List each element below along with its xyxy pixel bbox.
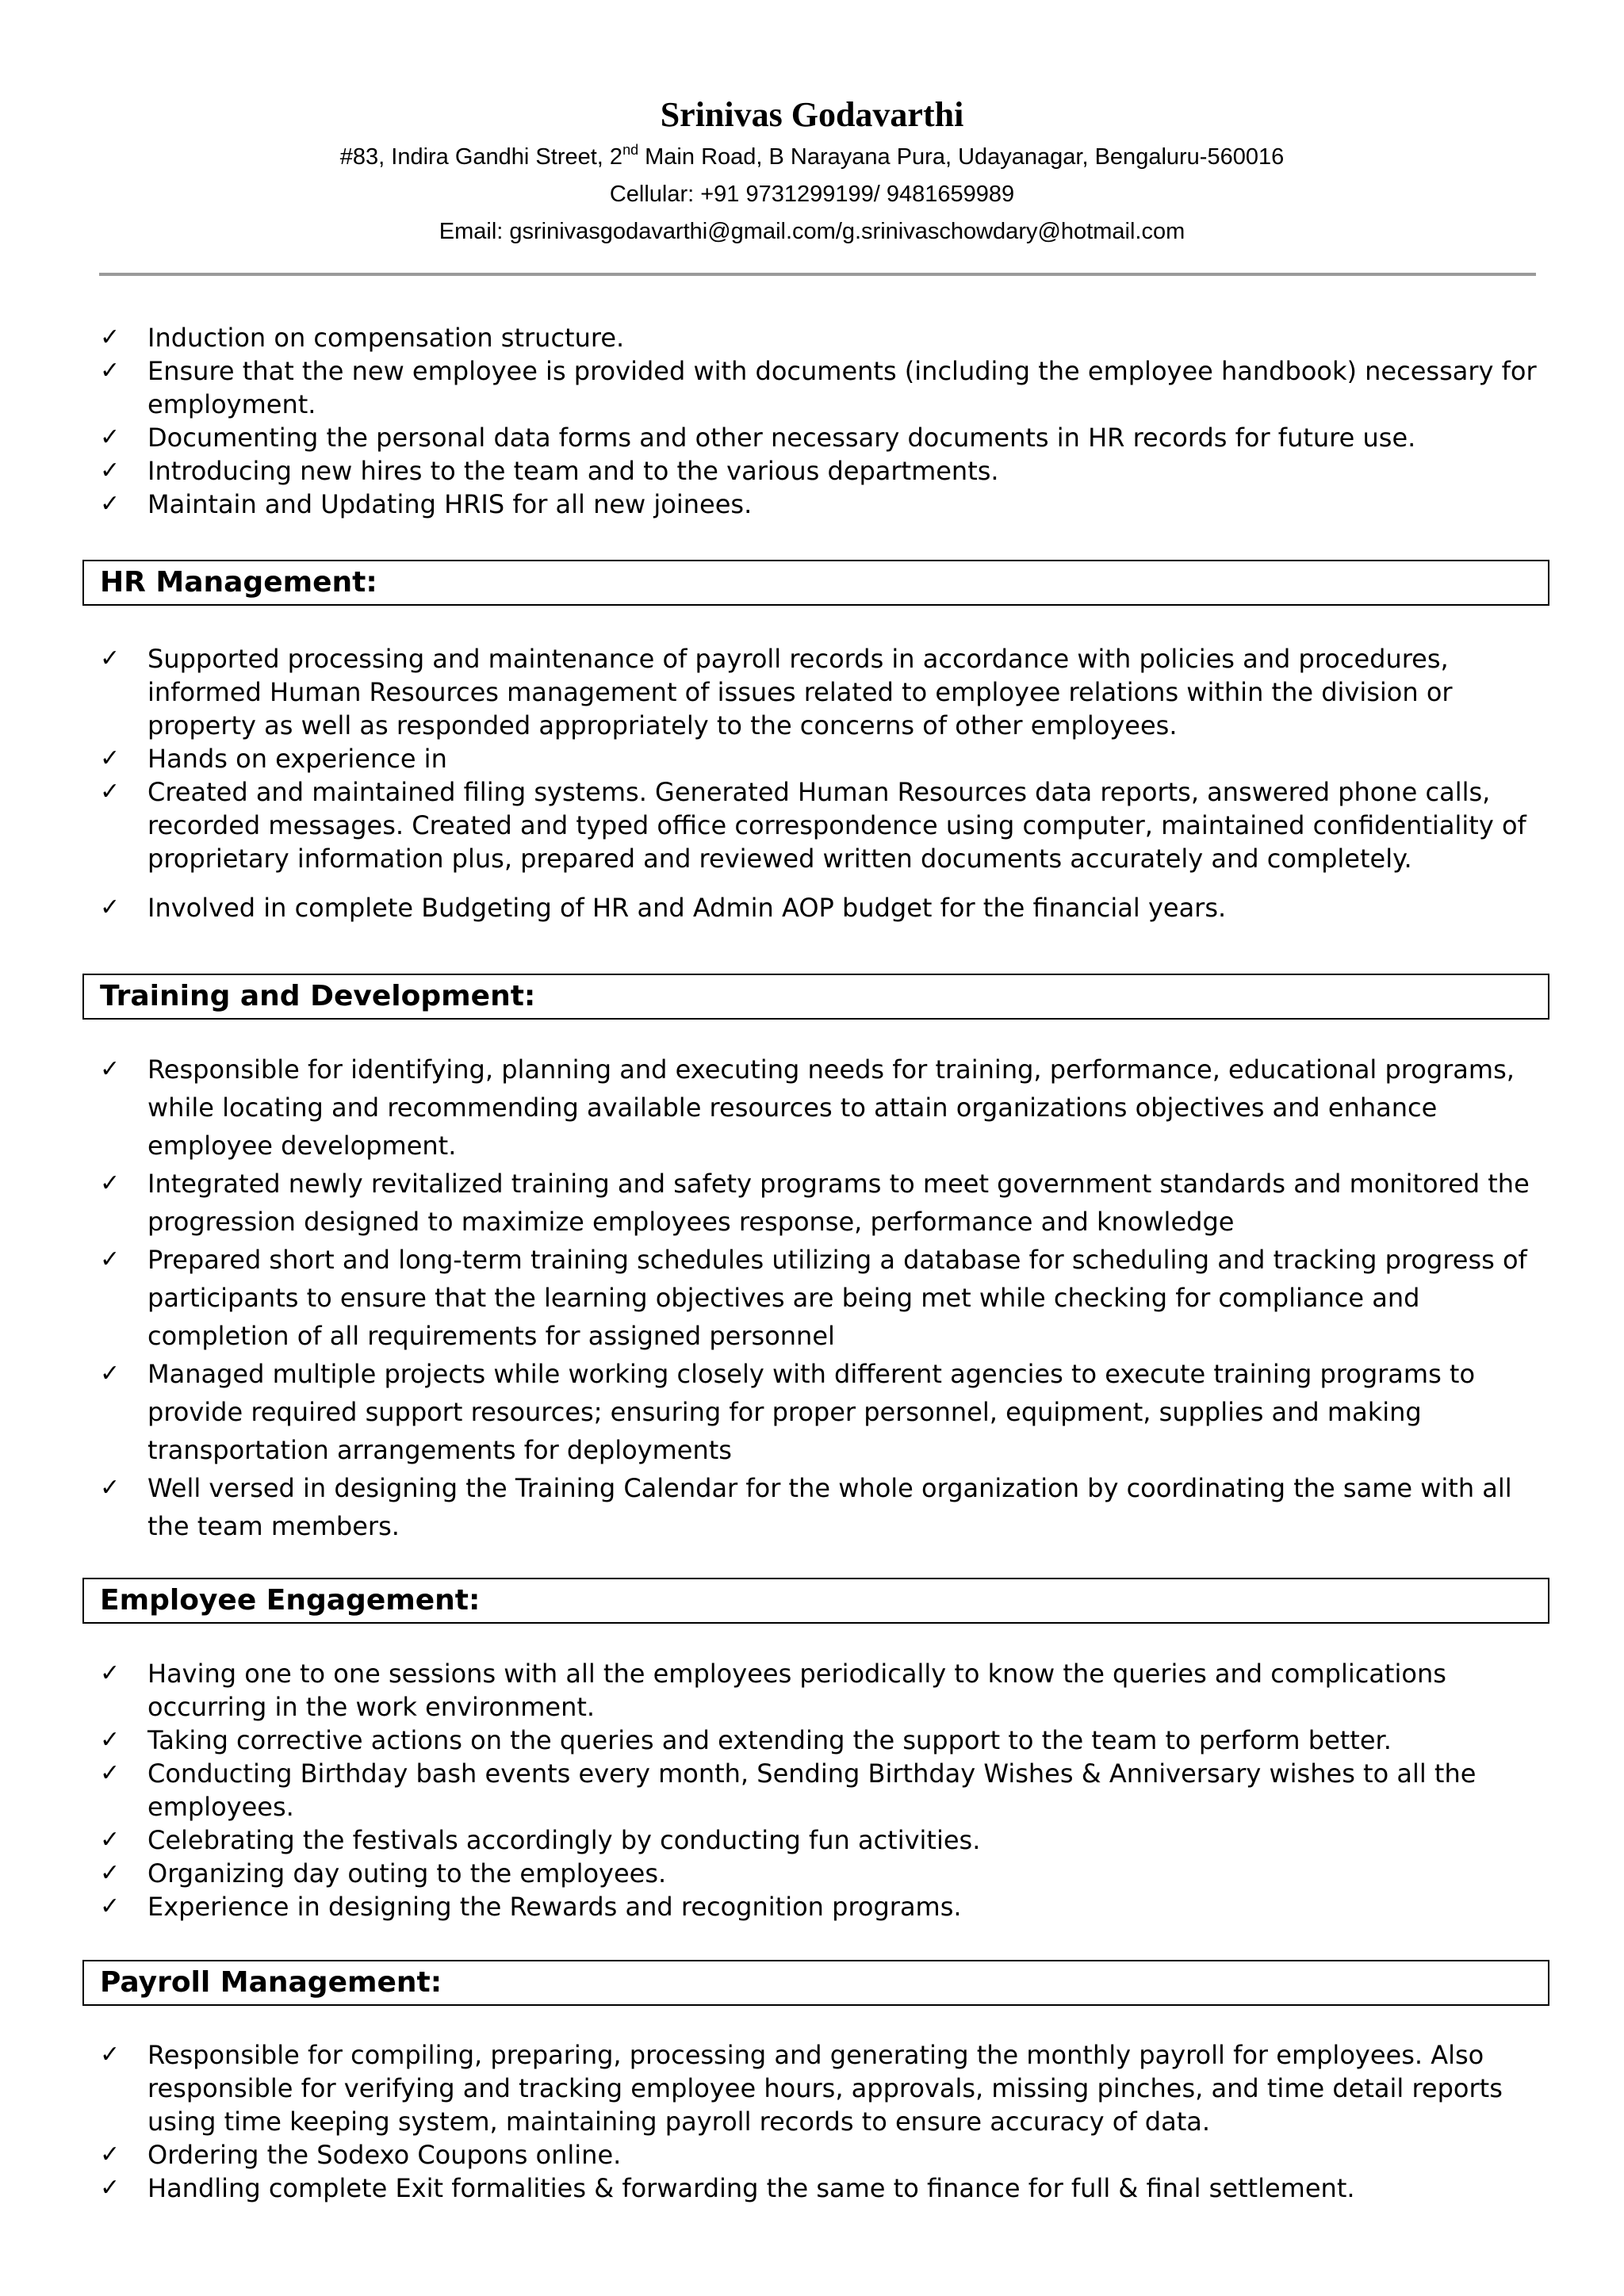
checkmark-icon: ✓ [100,2041,121,2068]
checkmark-icon: ✓ [100,1826,121,1854]
list-item: ✓ Integrated newly revitalized training and safety programs to meet government standards and monitored the progression designed to maximize employees response, performance and knowledge [100,1165,1543,1241]
checkmark-icon: ✓ [100,778,121,806]
onboarding-list [100,321,1543,521]
checkmark-icon: ✓ [100,490,121,518]
list-item: ✓ Experience in designing the Rewards and recognition programs. [100,1892,962,1922]
section-heading-employee-engagement: Employee Engagement: [82,1578,1549,1624]
training-list [100,1050,1543,1545]
list-item: ✓ Supported processing and maintenance of payroll records in accordance with policies and procedures, informed Human Resources management of issues related to employee relations within the division or property as well as responded appropriately to the concerns of other employees. [100,644,1453,740]
address-part-1: #83, Indira Gandhi Street, 2 [339,144,623,170]
section-heading-hr-management: HR Management: [82,560,1549,606]
checkmark-icon: ✓ [100,2141,121,2168]
list-item: ✓ Prepared short and long-term training schedules utilizing a database for scheduling and tracking progress of participants to ensure that the learning objectives are being met while checking for compliance and completion of all requirements for assigned personnel [100,1241,1543,1355]
checkmark-icon: ✓ [100,1360,121,1387]
hr-management-list [100,642,1543,924]
section-heading-training: Training and Development: [82,974,1549,1020]
address-ordinal-suffix: nd [622,142,639,158]
list-item: ✓ Responsible for compiling, preparing, processing and generating the monthly payroll for employees. Also responsible for verifying and tracking employee hours, approvals, missing pinches, and time detail reports using time keeping system, maintaining payroll records to ensure accuracy of data. [100,2040,1503,2137]
list-item: ✓ Ordering the Sodexo Coupons online. [100,2140,622,2170]
checkmark-icon: ✓ [100,1726,121,1754]
address-line [0,139,1624,176]
checkmark-icon: ✓ [100,744,121,772]
candidate-name: Srinivas Godavarthi [660,95,964,134]
list-item: ✓ Introducing new hires to the team and to the various departments. [100,456,999,486]
list-item: ✓ Induction on compensation structure. [100,323,625,353]
list-item: ✓ Managed multiple projects while working closely with different agencies to execute training programs to provide required support resources; ensuring for proper personnel, equipment, supplies and making transportation arrangements for deployments [100,1355,1543,1469]
checkmark-icon: ✓ [100,2174,121,2202]
checkmark-icon: ✓ [100,457,121,484]
list-item: ✓ Well versed in designing the Training Calendar for the whole organization by coordinating the same with all the team members. [100,1469,1543,1545]
checkmark-icon: ✓ [100,1474,121,1502]
checkmark-icon: ✓ [100,1169,121,1197]
checkmark-icon: ✓ [100,323,121,351]
list-item: ✓ Organizing day outing to the employees. [100,1858,667,1888]
email-line: Email: gsrinivasgodavarthi@gmail.com/g.srinivaschowdary@hotmail.com [439,219,1185,244]
checkmark-icon: ✓ [100,1055,121,1083]
header-divider [99,273,1536,276]
address-part-2: Main Road, B Narayana Pura, Udayanagar, Bengaluru-560016 [638,144,1285,170]
list-item: ✓ Maintain and Updating HRIS for all new joinees. [100,489,753,519]
cellular-line: Cellular: +91 9731299199/ 9481659989 [609,182,1015,207]
checkmark-icon: ✓ [100,894,121,921]
list-item: ✓ Taking corrective actions on the queries and extending the support to the team to perform better. [100,1725,1392,1755]
list-item: ✓ Celebrating the festivals accordingly by conducting fun activities. [100,1825,981,1855]
list-item: ✓ Having one to one sessions with all the employees periodically to know the queries and complications occurring in the work environment. [100,1659,1446,1722]
checkmark-icon: ✓ [100,1892,121,1920]
checkmark-icon: ✓ [100,357,121,385]
list-item: ✓ Hands on experience in [100,744,447,774]
list-item: ✓ Responsible for identifying, planning and executing needs for training, performance, educational programs, while locating and recommending available resources to attain organizations objectives and enhance employee development. [100,1050,1543,1165]
checkmark-icon: ✓ [100,1246,121,1273]
list-item: ✓ Conducting Birthday bash events every month, Sending Birthday Wishes & Anniversary wishes to all the employees. [100,1758,1477,1822]
resume-header [0,91,1624,251]
engagement-list [100,1657,1543,1923]
list-item: ✓ Ensure that the new employee is provided with documents (including the employee handbook) necessary for employment. [100,356,1537,419]
list-item: ✓ Handling complete Exit formalities & forwarding the same to finance for full & final settlement. [100,2173,1355,2203]
payroll-list [100,2038,1543,2205]
section-heading-payroll-management: Payroll Management: [82,1960,1549,2006]
checkmark-icon: ✓ [100,1859,121,1887]
checkmark-icon: ✓ [100,1659,121,1687]
checkmark-icon: ✓ [100,1759,121,1787]
list-item: ✓ Involved in complete Budgeting of HR and Admin AOP budget for the financial years. [100,893,1227,923]
checkmark-icon: ✓ [100,423,121,451]
list-item: ✓ Documenting the personal data forms and other necessary documents in HR records for future use. [100,423,1416,453]
list-item: ✓ Created and maintained filing systems. Generated Human Resources data reports, answered phone calls, recorded messages. Created and typed office correspondence using computer, maintained confidentiality of proprietary information plus, prepared and reviewed written documents accurately and completely. [100,777,1526,874]
checkmark-icon: ✓ [100,645,121,672]
